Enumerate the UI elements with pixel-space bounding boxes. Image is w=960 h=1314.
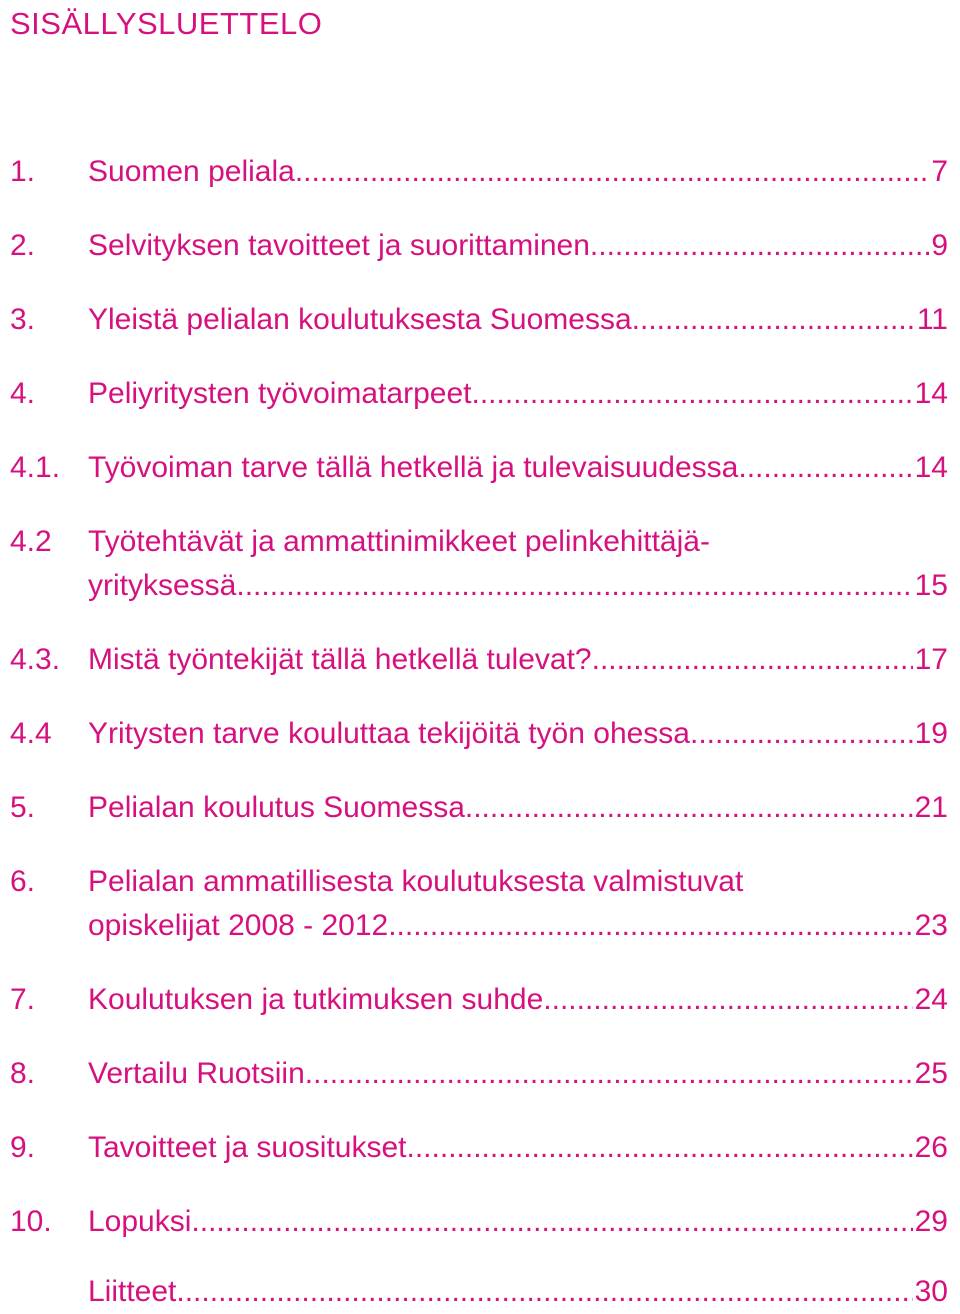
toc-entry-4-2[interactable] [0,520,960,608]
entry-number: 2. [10,229,36,262]
entry-page-number: 15 [914,569,948,602]
entry-page-number: 14 [914,377,948,410]
dot-leader [465,786,913,830]
dot-leader [632,298,915,342]
entry-title: Liitteet [88,1275,177,1308]
entry-number: 9. [10,1131,36,1164]
entry-title-line-1: Pelialan ammatillisesta koulutuksesta valmistuvat [88,865,744,898]
entry-page-number: 25 [914,1057,948,1090]
entry-title-line-1: Työtehtävät ja ammattinimikkeet pelinkehittäjä- [88,525,710,558]
entry-page-number: 30 [914,1275,948,1308]
dot-leader [305,1052,913,1096]
toc-entry-6[interactable] [0,860,960,948]
toc-entry-8[interactable] [0,1052,960,1096]
entry-page-number: 19 [914,717,948,750]
dot-leader [690,712,913,756]
entry-title: yrityksessä [88,569,237,602]
toc-entry-4-4[interactable] [0,712,960,756]
entry-number: 4. [10,377,36,410]
dot-leader [738,446,912,490]
dot-leader [543,978,912,1022]
toc-entry-10[interactable] [0,1200,960,1244]
toc-entry-appendices[interactable] [0,1270,960,1314]
entry-page-number: 11 [916,303,948,336]
entry-title: Pelialan koulutus Suomessa [88,791,465,824]
entry-number: 10. [10,1205,52,1238]
entry-number: 4.4 [10,717,52,750]
toc-entry-5[interactable] [0,786,960,830]
toc-entry-1[interactable] [0,150,960,194]
entry-title: Selvityksen tavoitteet ja suorittaminen [88,229,590,262]
entry-number: 5. [10,791,36,824]
entry-number: 1. [10,155,36,188]
toc-entry-2[interactable] [0,224,960,268]
entry-title: Suomen peliala [88,155,295,188]
entry-number: 8. [10,1057,36,1090]
entry-page-number: 14 [914,451,948,484]
toc-entry-9[interactable] [0,1126,960,1170]
page-title: SISÄLLYSLUETTELO [10,6,323,41]
entry-page-number: 26 [914,1131,948,1164]
entry-title: Mistä työntekijät tällä hetkellä tulevat? [88,643,592,676]
entry-page-number: 23 [914,909,948,942]
entry-title: Koulutuksen ja tutkimuksen suhde [88,983,544,1016]
dot-leader [407,1126,913,1170]
entry-title: Peliyritysten työvoimatarpeet [88,377,472,410]
entry-page-number: 21 [914,791,948,824]
toc-entry-3[interactable] [0,298,960,342]
dot-leader [236,564,912,608]
toc-entry-4[interactable] [0,372,960,416]
entry-number: 4.2 [10,525,52,558]
entry-page-number: 17 [914,643,948,676]
entry-title: Vertailu Ruotsiin [88,1057,305,1090]
toc-entry-4-1[interactable] [0,446,960,490]
dot-leader [176,1270,912,1314]
entry-number: 3. [10,303,36,336]
entry-title: Lopuksi [88,1205,192,1238]
entry-title: Työvoiman tarve tällä hetkellä ja tulevaisuudessa [88,451,739,484]
entry-number: 7. [10,983,36,1016]
toc-entry-7[interactable] [0,978,960,1022]
dot-leader [295,150,930,194]
entry-page-number: 7 [931,155,948,188]
dot-leader [191,1200,912,1244]
entry-title: Yleistä pelialan koulutuksesta Suomessa [88,303,632,336]
dot-leader [472,372,913,416]
entry-number: 6. [10,865,36,898]
dot-leader [590,224,929,268]
dot-leader [592,638,913,682]
entry-title: Tavoitteet ja suositukset [88,1131,407,1164]
entry-title: Yritysten tarve kouluttaa tekijöitä työn ohessa [88,717,690,750]
entry-title: opiskelijat 2008 - 2012 [88,909,389,942]
entry-page-number: 9 [931,229,948,262]
toc-entry-4-3[interactable] [0,638,960,682]
entry-page-number: 29 [914,1205,948,1238]
entry-number: 4.3. [10,643,61,676]
entry-number: 4.1. [10,451,61,484]
dot-leader [388,904,912,948]
entry-page-number: 24 [914,983,948,1016]
